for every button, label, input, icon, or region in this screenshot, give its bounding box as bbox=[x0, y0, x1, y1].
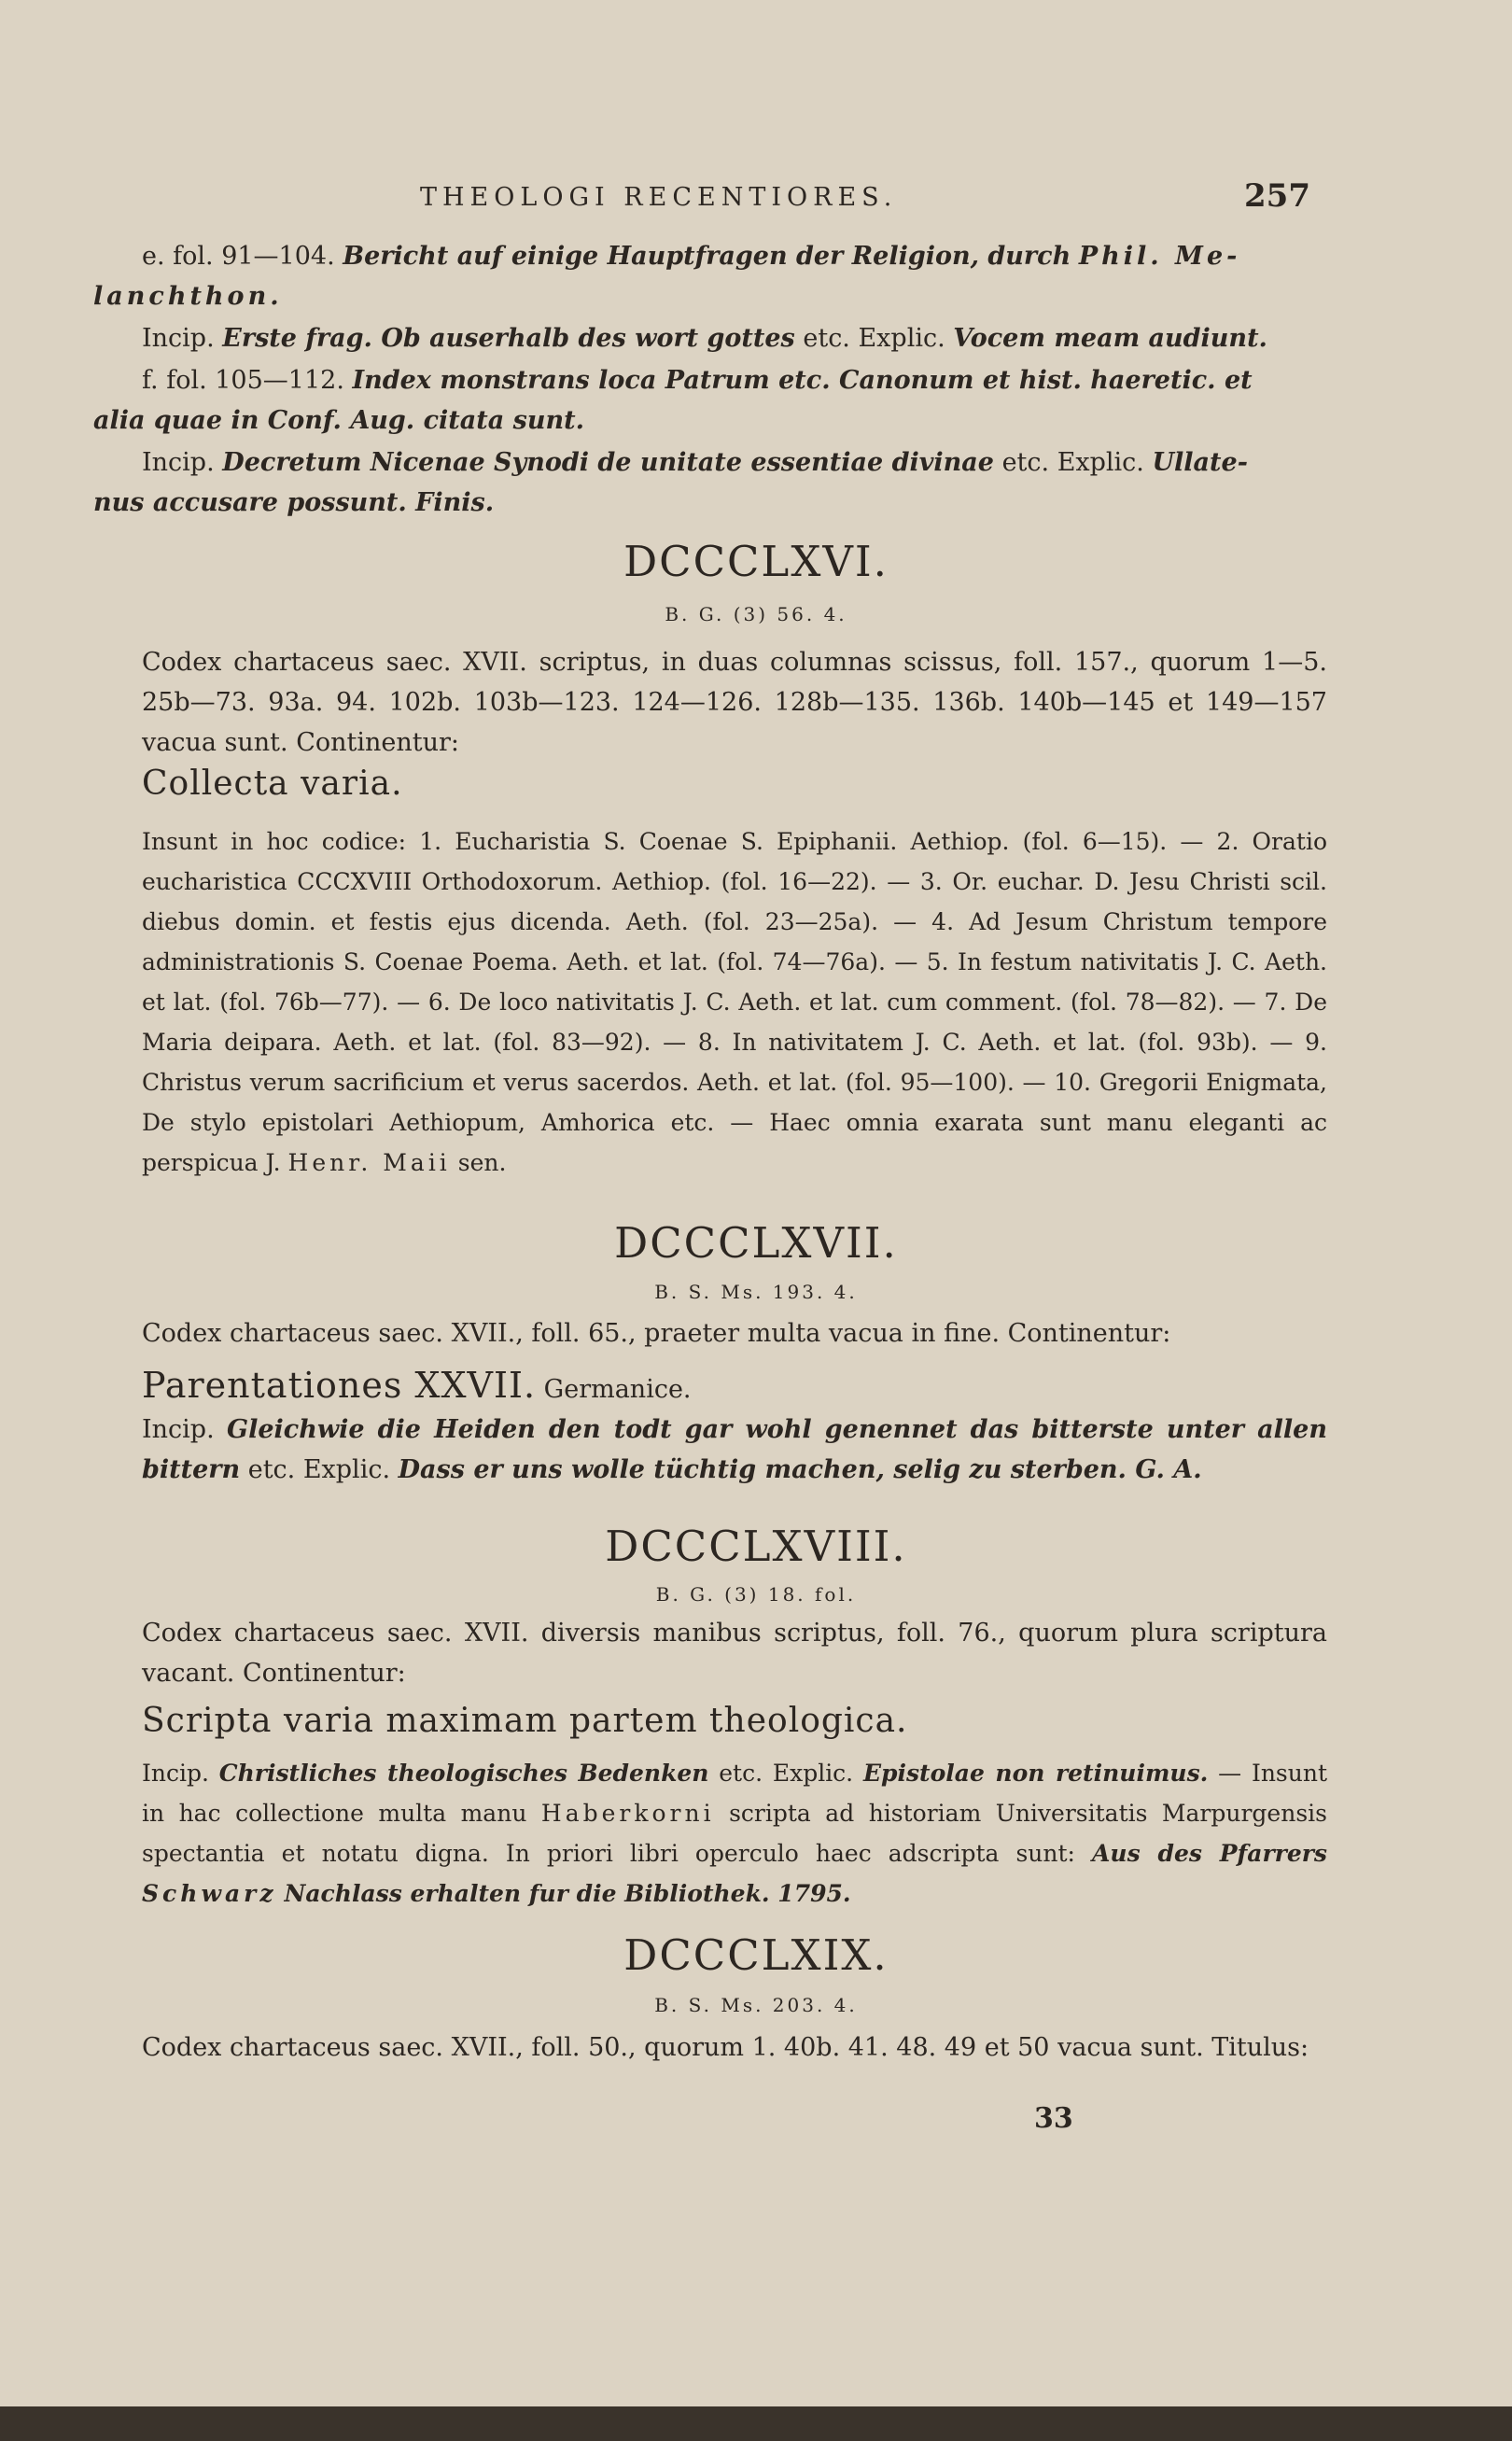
entry-e: e. fol. 91—104. Bericht auf einige Hauptfragen der Religion, durch Phil. Me- lanchthon. bbox=[93, 242, 1241, 311]
section-heading-866: DCCCLXVI. bbox=[623, 537, 889, 586]
title-866: Collecta varia. bbox=[142, 765, 403, 803]
section-heading-868: DCCCLXVIII. bbox=[605, 1522, 907, 1571]
description-869: Codex chartaceus saec. XVII., foll. 50., quorum 1. 40b. 41. 48. 49 et 50 vacua sunt. Titulus: bbox=[142, 2033, 1309, 2062]
running-head bbox=[0, 177, 1512, 220]
page-number: 257 bbox=[1244, 177, 1310, 215]
section-heading-869: DCCCLXIX. bbox=[623, 1930, 889, 1980]
incipit-867: Incip. Gleichwie die Heiden den todt gar wohl genennet das bitterste unter allen bittern etc. Explic. Dass er uns wolle tüchtig machen, selig zu sterben. G. A. bbox=[142, 1415, 1327, 1484]
title-868: Scripta varia maximam partem theologica. bbox=[142, 1702, 908, 1740]
description-867: Codex chartaceus saec. XVII., foll. 65., praeter multa vacua in fine. Continentur: bbox=[142, 1319, 1171, 1348]
signature-mark: 33 bbox=[1034, 2102, 1073, 2135]
section-heading-867: DCCCLXVII. bbox=[614, 1218, 898, 1268]
description-868: Codex chartaceus saec. XVII. diversis manibus scriptus, foll. 76., quorum plura scriptura vacant. Continentur: bbox=[142, 1619, 1327, 1688]
contents-868: Incip. Christliches theologisches Bedenken etc. Explic. Epistolae non retinuimus. — Insunt in hac collectione multa manu Haberkorni scripta ad historiam Universitatis Marpurgensis spectantia et notatu digna. In priori libri operculo haec adscripta sunt: Aus des Pfarrers Schwarz Nachlass erhalten fur die Bibliothek. 1795. bbox=[142, 1760, 1328, 1907]
running-head-title: THEOLOGI RECENTIORES. bbox=[420, 183, 898, 212]
contents-866: Insunt in hoc codice: 1. Eucharistia S. Coenae S. Epiphanii. Aethiop. (fol. 6—15). — 2. Oratio eucharistica CCCXVIII Orthodoxorum. Aethiop. (fol. 16—22). — 3. Or. euchar. D. Jesu Christi scil. diebus domin. et festis ejus dicenda. Aeth. (fol. 23—25a). — 4. Ad Jesum Christum tempore administrationis S. Coenae Poema. Aeth. et lat. (fol. 74—76a). — 5. In festum nativitatis J. C. Aeth. et lat. (fol. 76b—77). — 6. De loco nativitatis J. C. Aeth. et lat. cum comment. (fol. 78—82). — 7. De Maria deipara. Aeth. et lat. (fol. 83—92). — 8. In nativitatem J. C. Aeth. et lat. (fol. 93b). — 9. Christus verum sacrificium et verus sacerdos. Aeth. et lat. (fol. 95—100). — 10. Gregorii Enigmata, De stylo epistolari Aethiopum, Amhorica etc. — Haec omnia exarata sunt manu eleganti ac perspicua J. Henr. Maii sen. bbox=[142, 828, 1327, 1176]
entry-f-incipit: Incip. Decretum Nicenae Synodi de unitate essentiae divinae etc. Explic. Ullate- nus accusare possunt. Finis. bbox=[93, 448, 1248, 517]
description-866: Codex chartaceus saec. XVII. scriptus, in duas columnas scissus, foll. 157., quorum 1—5. 25b—73. 93a. 94. 102b. 103b—123. 124—126. 128b—135. 136b. 140b—145 et 149—157 vacua sunt. Continentur: bbox=[142, 648, 1327, 757]
shelfmark-867: B. S. Ms. 193. 4. bbox=[654, 1281, 858, 1303]
shelfmark-869: B. S. Ms. 203. 4. bbox=[654, 1994, 858, 2016]
entry-e-incipit: Incip. Erste frag. Ob auserhalb des wort gottes etc. Explic. Vocem meam audiunt. bbox=[142, 324, 1267, 353]
shelfmark-868: B. G. (3) 18. fol. bbox=[655, 1583, 857, 1606]
title-867: Parentationes XXVII. Germanice. bbox=[142, 1365, 692, 1406]
background-strip bbox=[0, 2406, 1512, 2441]
shelfmark-866: B. G. (3) 56. 4. bbox=[665, 603, 847, 625]
entry-f: f. fol. 105—112. Index monstrans loca Patrum etc. Canonum et hist. haeretic. et alia quae in Conf. Aug. citata sunt. bbox=[93, 366, 1253, 435]
